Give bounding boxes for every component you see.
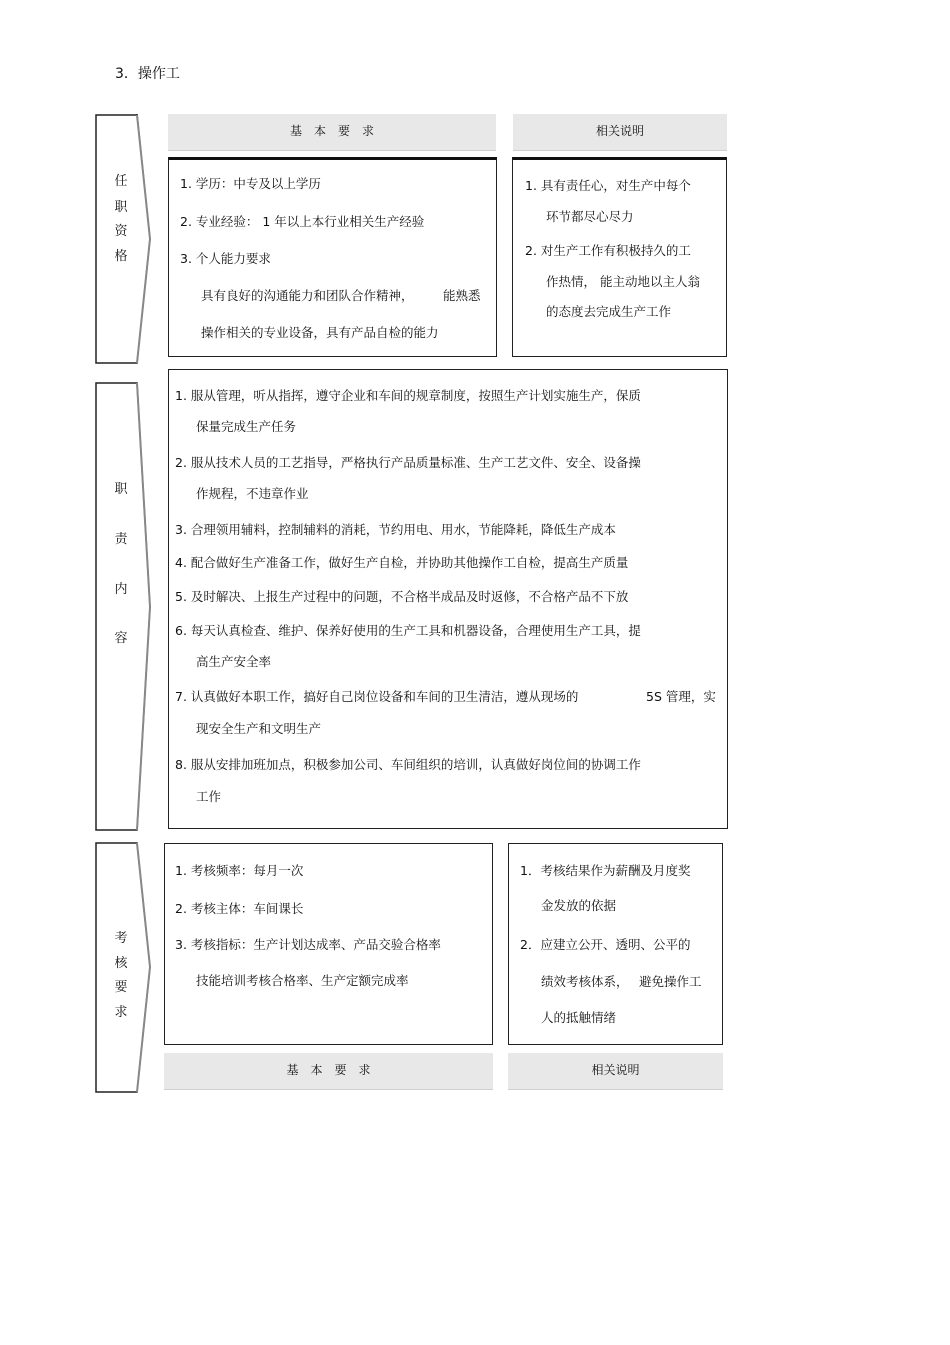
assessment-note-line: 人的抵触情绪: [541, 1010, 617, 1025]
footer-header-related-notes: 相关说明: [508, 1053, 723, 1090]
assessment-line: 2. 考核主体：车间课长: [175, 901, 304, 916]
qualification-note-line: 2. 对生产工作有积极持久的工: [525, 243, 691, 258]
assessment-note-line: 1．考核结果作为薪酬及月度奖: [520, 863, 691, 878]
qualification-line: 1. 学历：中专及以上学历: [180, 176, 321, 191]
side-label-qualification-1: 任: [114, 174, 128, 189]
assessment-line: 3. 考核指标：生产计划达成率、产品交验合格率: [175, 937, 441, 952]
header-basic-requirements: 基 本 要 求: [168, 114, 496, 151]
assessment-note-line: 避免操作工: [639, 974, 702, 989]
side-label-duties-4: 容: [114, 631, 128, 646]
qualification-line: 2. 专业经验： 1 年以上本行业相关生产经验: [180, 214, 425, 229]
section-arrow-qualification: [95, 114, 157, 364]
duty-line: 3. 合理领用辅料，控制辅料的消耗，节约用电、用水，节能降耗，降低生产成本: [175, 522, 616, 537]
assessment-note-line: 2．应建立公开、透明、公平的: [520, 937, 691, 952]
qualification-line: 能熟悉: [443, 288, 481, 303]
page-title: 3．操作工: [115, 66, 180, 82]
qualification-line: 操作相关的专业设备，具有产品自检的能力: [201, 325, 439, 340]
side-label-qualification-4: 格: [114, 249, 128, 264]
assessment-line: 技能培训考核合格率、生产定额完成率: [196, 973, 409, 988]
assessment-note-line: 绩效考核体系，: [541, 974, 629, 989]
duty-line: 5S 管理，实: [646, 689, 716, 704]
qualification-note-line: 1. 具有责任心，对生产中每个: [525, 178, 691, 193]
side-label-assessment-3: 要: [114, 980, 128, 995]
qualification-line: 具有良好的沟通能力和团队合作精神，: [201, 288, 414, 303]
side-label-duties-1: 职: [114, 482, 128, 497]
side-label-assessment-2: 核: [114, 956, 128, 971]
duty-line: 现安全生产和文明生产: [196, 721, 322, 736]
duty-line: 保量完成生产任务: [196, 419, 297, 434]
qualification-note-line: 环节都尽心尽力: [546, 209, 634, 224]
duty-line: 8. 服从安排加班加点，积极参加公司、车间组织的培训，认真做好岗位间的协调工作: [175, 757, 641, 772]
assessment-line: 1. 考核频率：每月一次: [175, 863, 304, 878]
side-label-assessment-4: 求: [114, 1005, 128, 1020]
duty-line: 作规程，不违章作业: [196, 486, 309, 501]
side-label-duties-2: 责: [114, 532, 128, 547]
assessment-note-line: 金发放的依据: [541, 898, 617, 913]
duty-line: 4. 配合做好生产准备工作，做好生产自检，并协助其他操作工自检，提高生产质量: [175, 555, 629, 570]
duty-line: 6. 每天认真检查、维护、保养好使用的生产工具和机器设备，合理使用生产工具，提: [175, 623, 641, 638]
side-label-duties-3: 内: [114, 582, 128, 597]
side-label-assessment-1: 考: [114, 931, 128, 946]
duty-line: 1. 服从管理，听从指挥，遵守企业和车间的规章制度，按照生产计划实施生产，保质: [175, 388, 641, 403]
header-related-notes: 相关说明: [513, 114, 727, 151]
footer-header-basic-requirements: 基 本 要 求: [164, 1053, 493, 1090]
qualification-note-line: 作热情， 能主动地以主人翁: [546, 274, 700, 289]
side-label-qualification-2: 职: [114, 200, 128, 215]
qualification-line: 3. 个人能力要求: [180, 251, 271, 266]
duty-line: 工作: [196, 789, 222, 804]
duty-line: 高生产安全率: [196, 654, 272, 669]
side-label-qualification-3: 资: [114, 224, 128, 239]
duty-line: 7. 认真做好本职工作，搞好自己岗位设备和车间的卫生清洁，遵从现场的: [175, 689, 579, 704]
qualification-note-line: 的态度去完成生产工作: [546, 304, 672, 319]
section-arrow-duties: [95, 382, 157, 832]
duty-line: 2. 服从技术人员的工艺指导，严格执行产品质量标准、生产工艺文件、安全、设备操: [175, 455, 641, 470]
duty-line: 5. 及时解决、上报生产过程中的问题，不合格半成品及时返修，不合格产品不下放: [175, 589, 629, 604]
